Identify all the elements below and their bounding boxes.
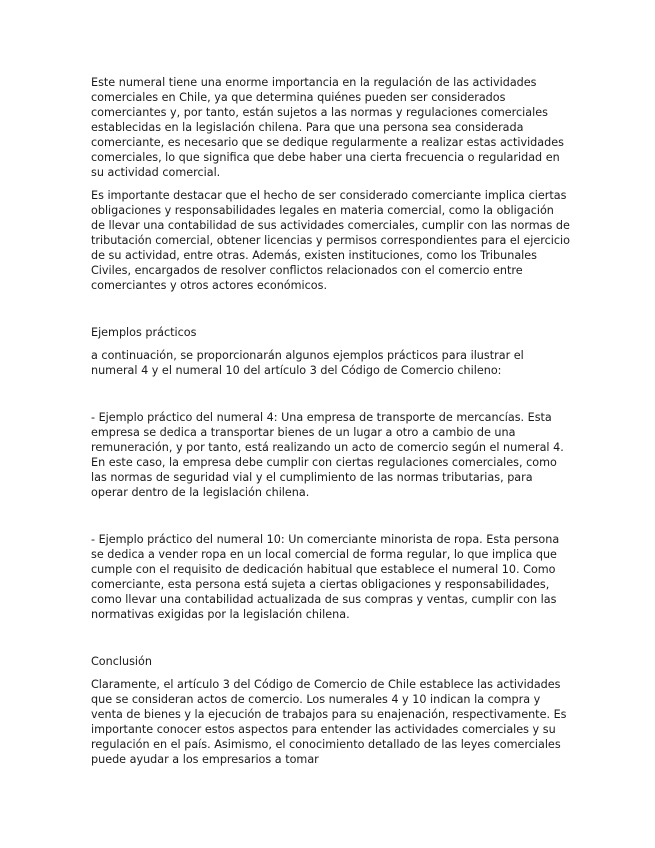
heading-examples: Ejemplos prácticos bbox=[91, 326, 197, 339]
document-page bbox=[91, 75, 571, 767]
paragraph-merchant-obligations: Es importante destacar que el hecho de ser considerado comerciante implica ciertas obligaciones y responsabilidades legales en materia comercial, como la obligación de llevar una contabilidad de sus actividades comerciales, cumplir con las normas de tributación comercial, obtener licencias y permisos correspondientes para el ejercicio de su actividad, entre otras. Además, existen instituciones, como los Tribunales Civiles, encargados de resolver conflictos relacionados con el comercio entre comerciantes y otros actores económicos. bbox=[91, 189, 571, 292]
paragraph-examples-intro: a continuación, se proporcionarán algunos ejemplos prácticos para ilustrar el numeral 4 y el numeral 10 del artículo 3 del Código de Comercio chileno: bbox=[91, 349, 524, 377]
heading-conclusion: Conclusión bbox=[91, 655, 152, 668]
paragraph-merchant-definition: Este numeral tiene una enorme importancia en la regulación de las actividades comerciales en Chile, ya que determina quiénes pueden ser considerados comerciantes y, por tanto, están sujetos a las normas y regulaciones comerciales establecidas en la legislación chilena. Para que una persona sea considerada comerciante, es necesario que se dedique regularmente a realizar estas actividades comerciales, lo que significa que debe haber una cierta frecuencia o regularidad en su actividad comercial. bbox=[91, 76, 564, 179]
paragraph-example-numeral-4: - Ejemplo práctico del numeral 4: Una empresa de transporte de mercancías. Esta empresa se dedica a transportar bienes de un lugar a otro a cambio de una remuneración, y por tanto, está realizando un acto de comercio según el numeral 4. En este caso, la empresa debe cumplir con ciertas regulaciones comerciales, como las normas de seguridad vial y el cumplimiento de las normas tributarias, para operar dentro de la legislación chilena. bbox=[91, 411, 564, 499]
paragraph-conclusion: Claramente, el artículo 3 del Código de Comercio de Chile establece las actividades que se consideran actos de comercio. Los numerales 4 y 10 indican la compra y venta de bienes y la ejecución de trabajos para su enajenación, respectivamente. Es importante conocer estos aspectos para entender las actividades comerciales y su regulación en el país. Asimismo, el conocimiento detallado de las leyes comerciales puede ayudar a los empresarios a tomar bbox=[91, 678, 567, 766]
paragraph-example-numeral-10: - Ejemplo práctico del numeral 10: Un comerciante minorista de ropa. Esta persona se dedica a vender ropa en un local comercial de forma regular, lo que implica que cumple con el requisito de dedicación habitual que establece el numeral 10. Como comerciante, esta persona está sujeta a ciertas obligaciones y responsabilidades, como llevar una contabilidad actualizada de sus compras y ventas, cumplir con las normativas exigidas por la legislación chilena. bbox=[91, 533, 560, 621]
